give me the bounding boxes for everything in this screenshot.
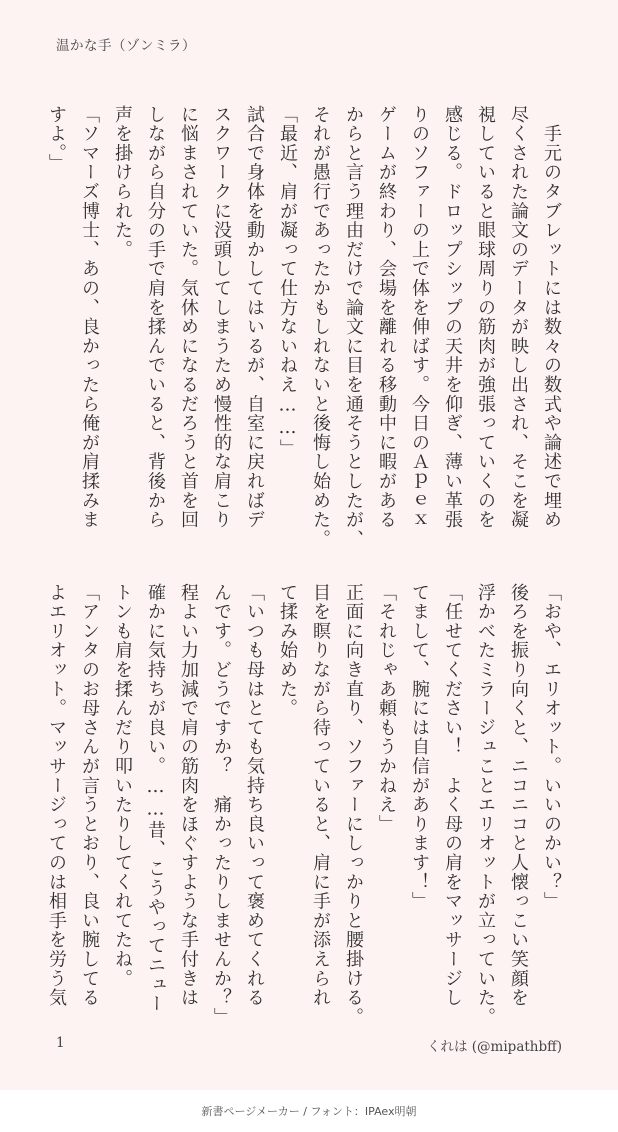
author-credit: くれは (@mipathbff) [427,1039,562,1055]
page-title: 温かな手（ゾンミラ） [56,38,196,54]
text-column: 試合で身体を動かしてはいるが、自室に戻ればデ [244,105,265,530]
text-column: 視していると眼球周りの筋肉が強張っていくのを [475,105,496,530]
text-column: 「アンタのお母さんが言うとおり、良い腕してる [79,583,100,1008]
text-column: 後ろを振り向くと、ニコニコと人懐っこい笑顔を [508,583,529,1008]
text-column: 確かに気持ちが良い。……昔、こうやってニュー [145,583,166,1014]
text-column: 「最近、肩が凝って仕方ないねえ……」 [277,105,298,459]
text-column: スクワークに没頭してしまうため慢性的な肩こり [211,105,232,530]
text-column: それが愚行であったかもしれないと後悔し始めた。 [310,105,331,549]
text-column: りのソファーの上で体を伸ばす。今日のＡｐｅｘ [409,105,430,530]
text-column: に悩まされていた。気休めになるだろうと首を回 [178,105,199,530]
text-column: 程よい力加減で肩の筋肉をほぐすような手付きは [178,583,199,1008]
text-column: からと言う理由だけで論文に目を通そうとしたが、 [343,105,364,549]
text-column: よエリオット。マッサージってのは相手を労う気 [46,583,67,1008]
text-column: すよ。」 [46,105,67,174]
text-column: んです。どうですか？ 痛かったりしませんか？」 [211,583,232,1027]
text-column: 浮かべたミラージュことエリオットが立っていた。 [475,583,496,1027]
text-column: 目を瞑りながら待っていると、肩に手が添えられ [310,583,331,1008]
text-column: トンも肩を揉んだり叩いたりしてくれてたね。 [112,583,133,989]
text-column: 「おや、エリオット。いいのかい？」 [541,583,562,912]
text-column: て揉み始めた。 [277,583,298,719]
text-column: 尽くされた論文のデータが映し出され、そこを凝 [508,105,529,530]
text-column: 「それじゃあ頼もうかねえ」 [376,583,397,834]
page-number: 1 [56,1035,65,1051]
text-column: 正面に向き直り、ソファーにしっかりと腰掛ける。 [343,583,364,1027]
text-column: 声を掛けられた。 [112,105,133,260]
text-column: 「任せてください！ よく母の肩をマッサージし [442,583,463,1008]
text-column: 感じる。ドロップシップの天井を仰ぎ、薄い革張 [442,105,463,530]
text-column: 「ソマーズ博士、あの、良かったら俺が肩揉みま [79,105,100,530]
text-column: てまして、腕には自信があります！」 [409,583,430,912]
text-column: ゲームが終わり、会場を離れる移動中に暇がある [376,105,397,530]
footer-credit: 新書ページメーカー / フォント：IPAex明朝 [201,1105,417,1118]
text-column: 手元のタブレットには数々の数式や論述で埋め [541,105,562,530]
text-column: しながら自分の手で肩を揉んでいると、背後から [145,105,166,530]
text-column: 「いつも母はとても気持ち良いって褒めてくれる [244,583,265,1008]
